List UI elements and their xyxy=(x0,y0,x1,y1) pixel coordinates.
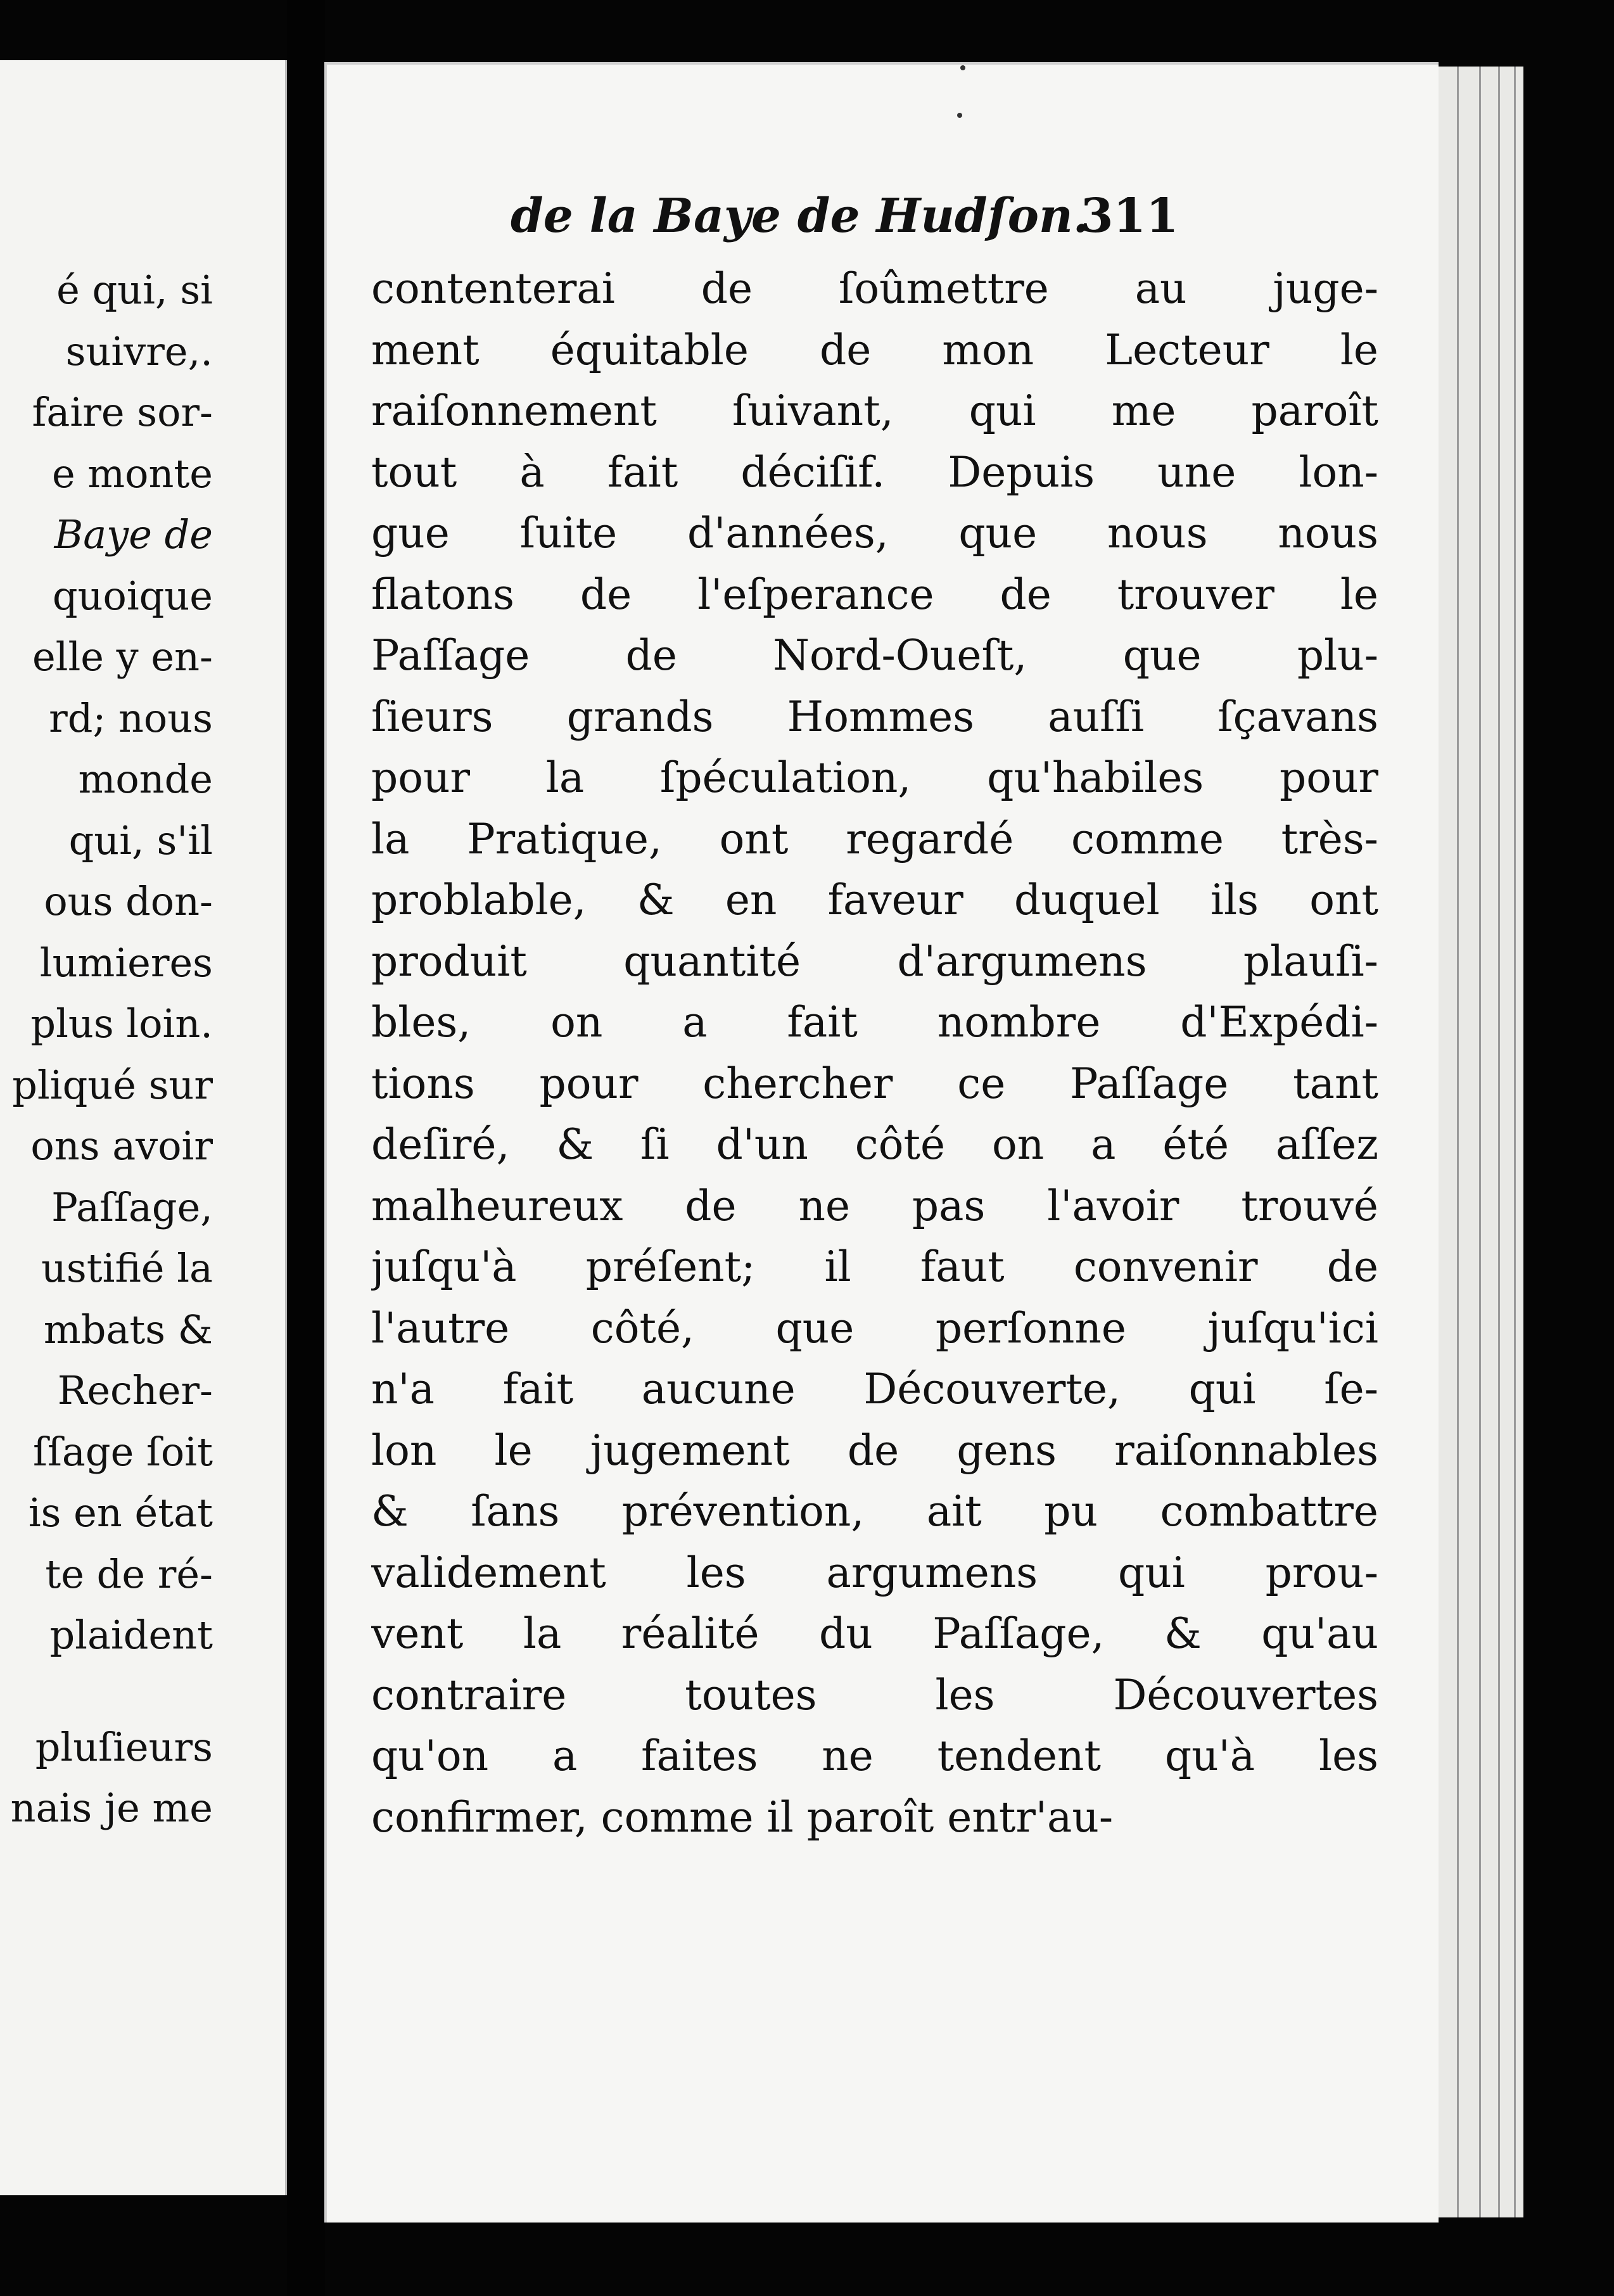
left-line: monde xyxy=(78,756,213,802)
left-line: plus loin. xyxy=(30,1000,213,1047)
left-line: ustifié la xyxy=(41,1245,213,1291)
left-line: te de ré- xyxy=(45,1550,213,1597)
text-line: contenterai de ſoûmettre au juge- xyxy=(371,264,1378,313)
text-line: la Pratique, ont regardé comme très- xyxy=(371,814,1378,864)
page-edge-line xyxy=(1514,67,1516,2217)
left-line: ſſage ſoit xyxy=(33,1428,213,1475)
left-line: lumieres xyxy=(39,939,213,986)
page-stack-edges xyxy=(1435,67,1523,2217)
left-line: is en état xyxy=(28,1489,213,1536)
book-gutter xyxy=(287,0,325,2296)
left-line: ons avoir xyxy=(30,1123,213,1169)
text-line: n'a fait aucune Découverte, qui ſe- xyxy=(371,1365,1378,1413)
left-line: Paſſage, xyxy=(51,1183,213,1230)
text-line: tions pour chercher ce Paſſage tant xyxy=(371,1059,1378,1108)
text-line: l'autre côté, que perſonne juſqu'ici xyxy=(371,1303,1378,1353)
text-line: lon le jugement de gens raiſonnables xyxy=(371,1425,1378,1475)
ink-speck xyxy=(960,65,965,70)
text-line: pour la ſpéculation, qu'habiles pour xyxy=(371,753,1378,802)
left-line: faire sor- xyxy=(32,389,213,435)
left-line: rd; nous xyxy=(49,694,213,741)
left-page-text xyxy=(0,260,213,1839)
left-line: ous don- xyxy=(44,878,213,924)
left-line: quoique xyxy=(52,572,213,619)
left-line: e monte xyxy=(51,450,213,497)
left-line: suivre,. xyxy=(65,328,213,374)
text-line: contraire toutes les Découvertes xyxy=(371,1670,1378,1719)
left-line: qui, s'il xyxy=(68,817,213,864)
text-line: confirmer, comme il paroît entr'au- xyxy=(371,1792,1114,1842)
left-line: pluſieurs xyxy=(35,1723,213,1770)
running-head xyxy=(327,181,1439,251)
text-line: qu'on a faites ne tendent qu'à les xyxy=(371,1732,1378,1780)
left-line: plaident xyxy=(49,1612,213,1658)
main-page xyxy=(324,62,1439,2223)
page-edge-line xyxy=(1457,67,1459,2217)
page-edge-line xyxy=(1498,67,1500,2217)
text-line: ſieurs grands Hommes auſſi ſçavans xyxy=(371,692,1378,741)
page-edge-line xyxy=(1479,67,1481,2217)
left-line: mbats & xyxy=(43,1306,213,1353)
text-line: produit quantité d'argumens plauſi- xyxy=(371,936,1378,986)
left-line: nais je me xyxy=(10,1785,213,1831)
text-line: ment équitable de mon Lecteur le xyxy=(371,325,1378,374)
text-line: malheureux de ne pas l'avoir trouvé xyxy=(371,1181,1378,1230)
text-line: vent la réalité du Paſſage, & qu'au xyxy=(371,1609,1378,1658)
text-line: deſiré, & ſi d'un côté on a été aſſez xyxy=(371,1120,1378,1169)
text-line: flatons de l'eſperance de trouver le xyxy=(371,570,1378,619)
text-line: problable, & en faveur duquel ils ont xyxy=(371,876,1378,924)
left-line: é qui, si xyxy=(56,267,213,313)
left-line: elle y en- xyxy=(32,634,213,680)
left-page-fragment xyxy=(0,60,287,2195)
running-head-title: de la Baye de Hudſon. xyxy=(511,189,1090,243)
text-line: juſqu'à préſent; il faut convenir de xyxy=(371,1242,1378,1291)
page-number: 311 xyxy=(1081,189,1179,243)
text-line: raiſonnement ſuivant, qui me paroît xyxy=(371,386,1378,435)
text-line: & ſans prévention, ait pu combattre xyxy=(371,1487,1378,1536)
left-line: pliqué sur xyxy=(12,1061,213,1108)
text-line: gue ſuite d'années, que nous nous xyxy=(371,509,1378,558)
text-line: bles, on a fait nombre d'Expédi- xyxy=(371,998,1378,1047)
left-line: Recher- xyxy=(57,1367,213,1413)
ink-speck xyxy=(957,113,962,118)
text-line: validement les argumens qui prou- xyxy=(371,1548,1378,1597)
text-line: Paſſage de Nord-Oueſt, que plu- xyxy=(371,631,1378,680)
body-text xyxy=(371,258,1378,1848)
text-line: tout à fait déciſif. Depuis une lon- xyxy=(371,447,1378,497)
left-line: Baye de xyxy=(54,511,213,558)
